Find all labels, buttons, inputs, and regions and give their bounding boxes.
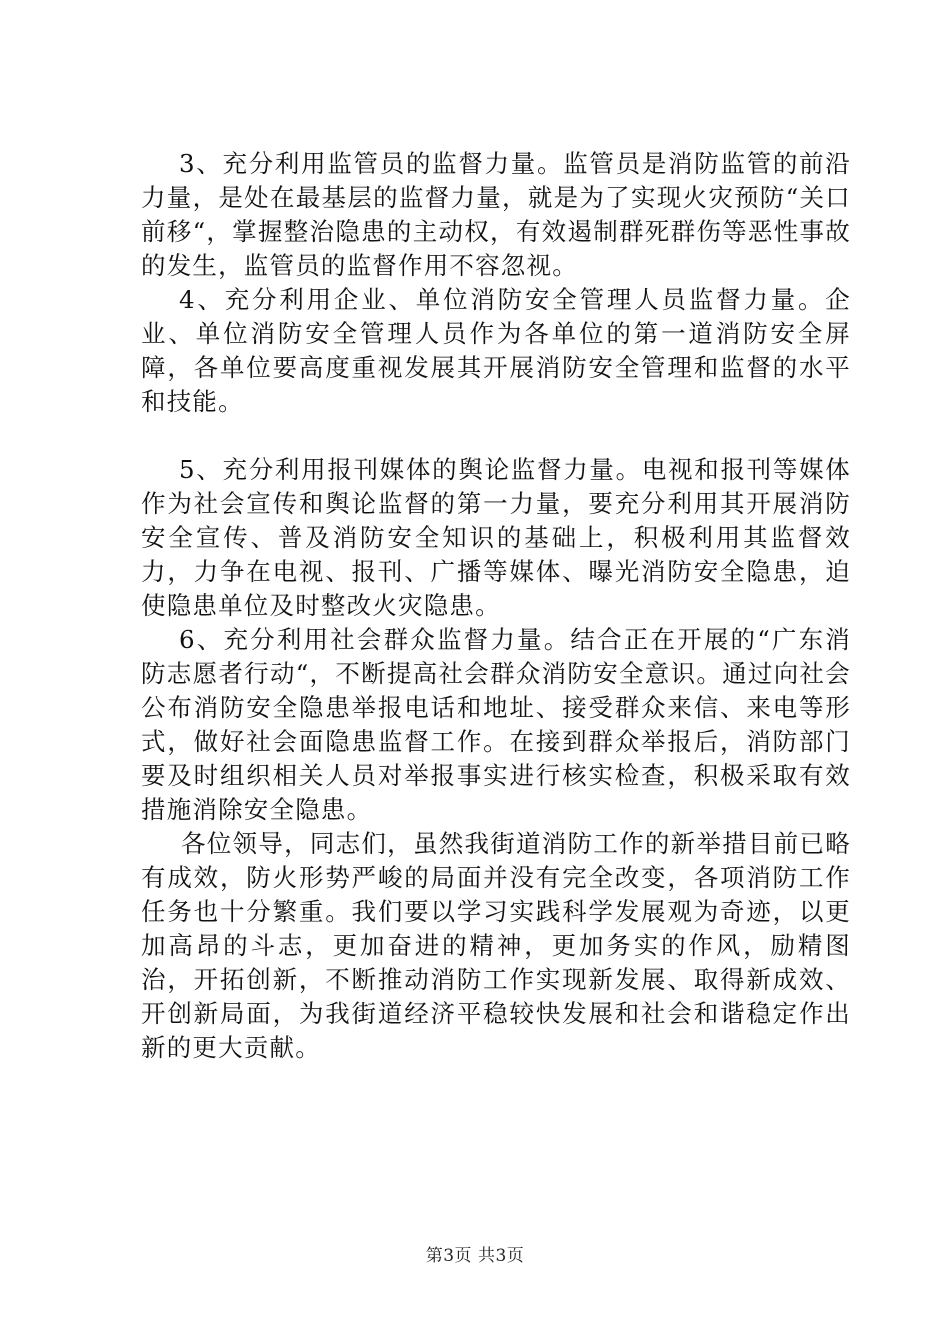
paragraph-item-6: 6、充分利用社会群众监督力量。结合正在开展的“广东消防志愿者行动“，不断提高社会群众消防安全意识。通过向社会公布消防安全隐患举报电话和地址、接受群众来信、来电等形式，做好社会面隐患监督工作。在接到群众举报后，消防部门要及时组织相关人员对举报事实进行核实检查，积极采取有效措施消除安全隐患。 xyxy=(141,625,851,824)
paragraph-closing: 各位领导，同志们，虽然我街道消防工作的新举措目前已略有成效，防火形势严峻的局面并没有完全改变，各项消防工作任务也十分繁重。我们要以学习实践科学发展观为奇迹，以更加高昂的斗志，更加奋进的精神，更加务实的作风，励精图治，开拓创新，不断推动消防工作实现新发展、取得新成效、开创新局面，为我街道经济平稳较快发展和社会和谐稳定作出新的更大贡献。 xyxy=(141,829,851,1062)
document-body xyxy=(141,147,851,1065)
paragraph-item-3: 3、充分利用监管员的监督力量。监管员是消防监管的前沿力量，是处在最基层的监督力量，就是为了实现火灾预防“关口前移“，掌握整治隐患的主动权，有效遏制群死群伤等恶性事故的发生，监管员的监督作用不容忽视。 xyxy=(141,149,851,280)
paragraph-item-4: 4、充分利用企业、单位消防安全管理人员监督力量。企业、单位消防安全管理人员作为各单位的第一道消防安全屏障，各单位要高度重视发展其开展消防安全管理和监督的水平和技能。 xyxy=(141,285,851,416)
paragraph-item-5: 5、充分利用报刊媒体的舆论监督力量。电视和报刊等媒体作为社会宣传和舆论监督的第一力量，要充分利用其开展消防安全宣传、普及消防安全知识的基础上，积极利用其监督效力，力争在电视、报刊、广播等媒体、曝光消防安全隐患，迫使隐患单位及时整改火灾隐患。 xyxy=(141,455,851,620)
page-footer: 第3页 共3页 xyxy=(425,1246,525,1266)
